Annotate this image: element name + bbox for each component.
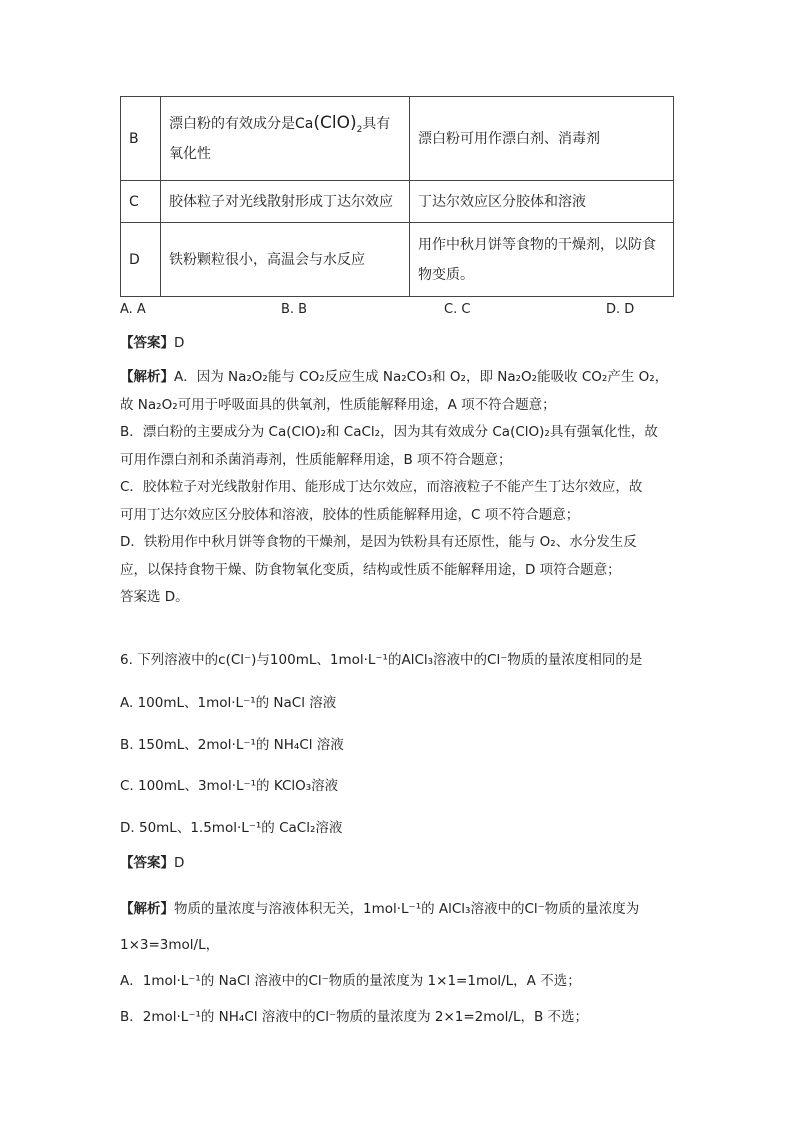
q6-option-c: C. 100mL、3mol·L⁻¹的 KClO₃溶液 bbox=[120, 778, 339, 794]
analysis-line: 答案选 D。 bbox=[120, 589, 189, 605]
option-b: B. B bbox=[281, 302, 308, 317]
analysis-line: 应，以保持食物干燥、防食物氧化变质，结构或性质不能解释用途，D 项符合题意； bbox=[120, 561, 621, 578]
q6-option-b: B. 150mL、2mol·L⁻¹的 NH₄Cl 溶液 bbox=[120, 737, 344, 753]
q5-answer: 【答案】D bbox=[120, 335, 185, 351]
row-label: B bbox=[121, 97, 161, 181]
analysis-line: A．因为 Na₂O₂能与 CO₂反应生成 Na₂CO₃和 O₂，即 Na₂O₂能吸收 CO₂产生 O₂， bbox=[174, 369, 669, 385]
analysis-line: B．2mol·L⁻¹的 NH₄Cl 溶液中的Cl⁻物质的量浓度为 2×1=2mol/L，B 不选； bbox=[120, 1009, 589, 1025]
table-row bbox=[121, 97, 674, 181]
analysis-line: C．胶体粒子对光线散射作用、能形成丁达尔效应，而溶液粒子不能产生丁达尔效应，故 bbox=[120, 479, 643, 495]
table-row bbox=[121, 223, 674, 297]
table-row bbox=[121, 181, 674, 223]
q6-option-d: D. 50mL、1.5mol·L⁻¹的 CaCl₂溶液 bbox=[120, 820, 343, 836]
q6-option-a: A. 100mL、1mol·L⁻¹的 NaCl 溶液 bbox=[120, 695, 337, 711]
analysis-line: A．1mol·L⁻¹的 NaCl 溶液中的Cl⁻物质的量浓度为 1×1=1mol/L，A 不选； bbox=[120, 973, 581, 989]
q6-analysis: 【解析】物质的量浓度与溶液体积无关，1mol·L⁻¹的 AlCl₃溶液中的Cl⁻物质的量浓度为 1×3=3mol/L， A．1mol·L⁻¹的 NaCl 溶液中的Cl⁻物质的量浓度为 1×1=1mol/L，A 不选； B．2mol·L⁻¹的 NH₄Cl 溶液中的Cl⁻物质的量浓度为 2×1=2mol/L，B 不选； bbox=[120, 901, 640, 1025]
q5-analysis: 【解析】A．因为 Na₂O₂能与 CO₂反应生成 Na₂CO₃和 O₂，即 Na₂O₂能吸收 CO₂产生 O₂， 故 Na₂O₂可用于呼吸面具的供氧剂，性质能解释用途，A 项不符合题意； B．漂白粉的主要成分为 Ca(ClO)₂和 CaCl₂，因为其有效成分 Ca(ClO)₂具有强氧化性，故 可用作漂白剂和杀菌消毒剂，性质能解释用途，B 项不符合题意； C．胶体粒子对光线散射作用、能形成丁达尔效应，而溶液粒子不能产生丁达尔效应，故 可用丁达尔效应区分胶体和溶液，胶体的性质能解释用途，C 项不符合题意； D．铁粉用作中秋月饼等食物的干燥剂，是因为铁粉具有还原性，能与 O₂、水分发生反 应，以保持食物干燥、防食物氧化变质，结构或性质不能解释用途，D 项符合题意； 答案选 D。 bbox=[120, 369, 669, 605]
analysis-line: D．铁粉用作中秋月饼等食物的干燥剂，是因为铁粉具有还原性，能与 O₂、水分发生反 bbox=[120, 534, 637, 550]
row-structure: 铁粉颗粒很小，高温会与水反应 bbox=[161, 223, 410, 297]
q6-stem: 6. 下列溶液中的c(Cl⁻)与100mL、1mol·L⁻¹的AlCl₃溶液中的Cl⁻物质的量浓度相同的是 bbox=[120, 652, 643, 668]
analysis-line: 1×3=3mol/L， bbox=[120, 937, 220, 953]
row-structure: 胶体粒子对光线散射形成丁达尔效应 bbox=[161, 181, 410, 223]
row-use: 丁达尔效应区分胶体和溶液 bbox=[410, 181, 674, 223]
row-structure: 漂白粉的有效成分是$Ca(ClO)_2$具有 氧化性 bbox=[161, 97, 410, 181]
analysis-line: 故 Na₂O₂可用于呼吸面具的供氧剂，性质能解释用途，A 项不符合题意； bbox=[120, 396, 556, 413]
row-label: C bbox=[121, 181, 161, 223]
analysis-line: 可用作漂白剂和杀菌消毒剂，性质能解释用途，B 项不符合题意； bbox=[120, 451, 512, 468]
option-d: D. D bbox=[606, 302, 635, 317]
analysis-line: 可用丁达尔效应区分胶体和溶液，胶体的性质能解释用途，C 项不符合题意； bbox=[120, 506, 580, 523]
row-label: D bbox=[121, 223, 161, 297]
option-a: A. A bbox=[120, 302, 146, 317]
option-c: C. C bbox=[444, 302, 471, 317]
options-table bbox=[120, 96, 674, 297]
row-use: 漂白粉可用作漂白剂、消毒剂 bbox=[410, 97, 674, 181]
q6-answer: 【答案】D bbox=[120, 855, 185, 871]
analysis-line: 物质的量浓度与溶液体积无关，1mol·L⁻¹的 AlCl₃溶液中的Cl⁻物质的量浓度为 bbox=[174, 901, 640, 917]
analysis-line: B．漂白粉的主要成分为 Ca(ClO)₂和 CaCl₂，因为其有效成分 Ca(ClO)₂具有强氧化性，故 bbox=[120, 424, 658, 440]
row-use: 用作中秋月饼等食物的干燥剂，以防食 物变质。 bbox=[410, 223, 674, 297]
